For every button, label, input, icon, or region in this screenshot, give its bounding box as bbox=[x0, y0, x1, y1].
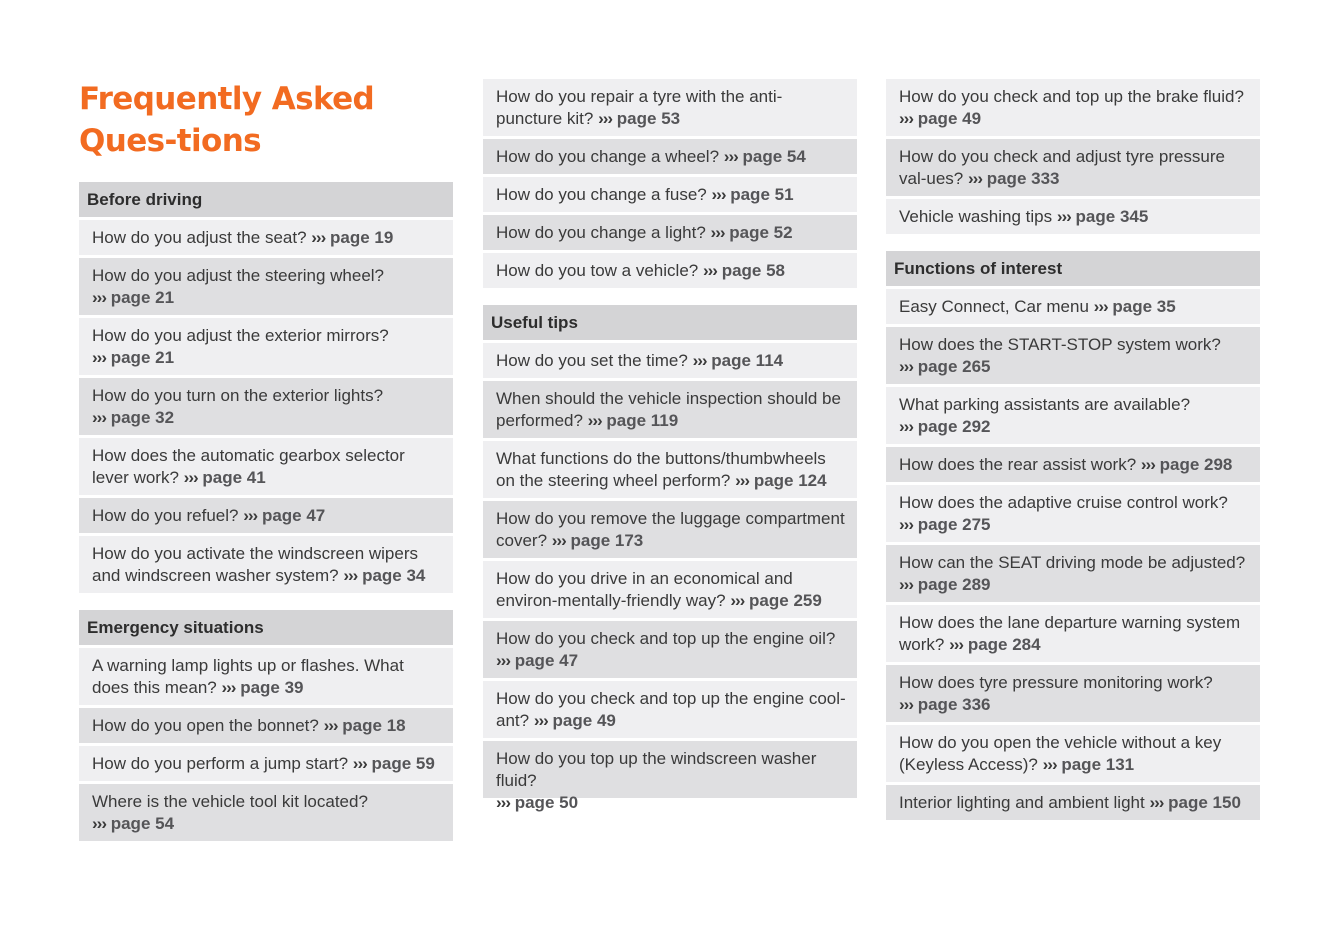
faq-question: How do you activate the windscreen wipers and windscreen washer system? bbox=[92, 544, 418, 585]
page-reference-link[interactable]: page 47 bbox=[261, 506, 326, 525]
faq-question: How do you repair a tyre with the anti-puncture kit? bbox=[496, 87, 783, 128]
faq-item[interactable] bbox=[483, 177, 857, 212]
faq-item[interactable] bbox=[79, 648, 453, 705]
page-reference-link[interactable]: page 131 bbox=[1061, 755, 1135, 774]
page-reference-link[interactable]: page 21 bbox=[110, 288, 175, 307]
arrow-icon: ››› bbox=[692, 351, 707, 370]
page-reference-link[interactable]: page 50 bbox=[514, 793, 579, 812]
faq-question: How does the START-STOP system work? bbox=[899, 335, 1221, 354]
page-reference-link[interactable]: page 39 bbox=[240, 678, 304, 697]
faq-question: How does the lane departure warning system work? bbox=[899, 613, 1241, 654]
page-reference-link[interactable]: page 54 bbox=[110, 814, 175, 833]
arrow-icon: ››› bbox=[221, 678, 236, 697]
faq-question: How do you check and top up the engine oil? bbox=[496, 629, 836, 648]
page-reference-link[interactable]: page 52 bbox=[729, 223, 793, 242]
page-reference-link[interactable]: page 41 bbox=[202, 468, 266, 487]
section-spacer bbox=[886, 237, 1260, 251]
faq-question: When should the vehicle inspection should be performed? bbox=[496, 389, 841, 430]
faq-question: How do you open the bonnet? bbox=[92, 716, 319, 735]
section-spacer bbox=[79, 596, 453, 610]
page-reference-link[interactable]: page 259 bbox=[749, 591, 822, 610]
page-reference-link[interactable]: page 47 bbox=[514, 651, 579, 670]
faq-item[interactable] bbox=[483, 441, 857, 498]
arrow-icon: ››› bbox=[968, 169, 982, 188]
page-reference-link[interactable]: page 54 bbox=[742, 147, 806, 166]
faq-item[interactable] bbox=[483, 681, 857, 738]
arrow-icon: ››› bbox=[496, 793, 510, 812]
page-reference-link[interactable]: page 51 bbox=[730, 185, 794, 204]
page-reference-link[interactable]: page 289 bbox=[917, 575, 991, 594]
faq-item[interactable] bbox=[79, 498, 453, 533]
page-reference-link[interactable]: page 284 bbox=[967, 635, 1041, 654]
faq-question: How do you check and top up the engine cool-ant? bbox=[496, 689, 846, 730]
faq-item[interactable] bbox=[886, 139, 1260, 196]
faq-item[interactable] bbox=[79, 318, 453, 375]
arrow-icon: ››› bbox=[92, 348, 106, 367]
faq-item[interactable] bbox=[483, 215, 857, 250]
faq-item[interactable] bbox=[483, 621, 857, 678]
faq-question: How do you check and top up the brake fluid? bbox=[899, 87, 1244, 106]
faq-question: How do you drive in an economical and environ-mentally-friendly way? bbox=[496, 569, 793, 610]
arrow-icon: ››› bbox=[598, 109, 613, 128]
faq-item[interactable] bbox=[483, 253, 857, 288]
page-reference-link[interactable]: page 345 bbox=[1075, 207, 1149, 226]
faq-item[interactable] bbox=[483, 381, 857, 438]
page-reference-link[interactable]: page 298 bbox=[1159, 455, 1233, 474]
faq-question: How do you change a wheel? bbox=[496, 147, 720, 166]
faq-item[interactable] bbox=[886, 725, 1260, 782]
section-header-before-driving: Before driving bbox=[79, 182, 453, 217]
faq-item[interactable] bbox=[886, 785, 1260, 820]
section-spacer bbox=[483, 291, 857, 305]
arrow-icon: ››› bbox=[1140, 455, 1155, 474]
faq-question: How do you tow a vehicle? bbox=[496, 261, 699, 280]
faq-item[interactable] bbox=[886, 665, 1260, 722]
faq-item[interactable] bbox=[79, 784, 453, 841]
faq-item[interactable] bbox=[79, 536, 453, 593]
arrow-icon: ››› bbox=[183, 468, 198, 487]
faq-question: How can the SEAT driving mode be adjusted? bbox=[899, 553, 1246, 572]
page-reference-link[interactable]: page 173 bbox=[570, 531, 644, 550]
faq-question: How does the automatic gearbox selector lever work? bbox=[92, 446, 405, 487]
faq-question: How do you adjust the steering wheel? bbox=[92, 266, 385, 285]
arrow-icon: ››› bbox=[702, 261, 717, 280]
faq-item[interactable] bbox=[886, 605, 1260, 662]
faq-question: How do you open the vehicle without a key (Keyless Access)? bbox=[899, 733, 1222, 774]
arrow-icon: ››› bbox=[1042, 755, 1057, 774]
faq-item[interactable] bbox=[483, 139, 857, 174]
arrow-icon: ››› bbox=[587, 411, 602, 430]
arrow-icon: ››› bbox=[899, 109, 913, 128]
faq-item[interactable] bbox=[886, 79, 1260, 136]
page-reference-link[interactable]: page 58 bbox=[721, 261, 785, 280]
arrow-icon: ››› bbox=[710, 223, 725, 242]
arrow-icon: ››› bbox=[711, 185, 726, 204]
faq-question: How do you adjust the exterior mirrors? bbox=[92, 326, 389, 345]
faq-item[interactable] bbox=[483, 343, 857, 378]
page-title: Frequently Asked Ques-tions bbox=[79, 81, 375, 159]
faq-item[interactable] bbox=[886, 545, 1260, 602]
faq-question: How do you turn on the exterior lights? bbox=[92, 386, 384, 405]
page-reference-link[interactable]: page 34 bbox=[362, 566, 426, 585]
page-reference-link[interactable]: page 150 bbox=[1168, 793, 1241, 812]
faq-question: Easy Connect, Car menu bbox=[899, 297, 1089, 316]
page-reference-link[interactable]: page 265 bbox=[917, 357, 991, 376]
arrow-icon: ››› bbox=[533, 711, 548, 730]
page-reference-link[interactable]: page 333 bbox=[986, 169, 1060, 188]
faq-question: How do you change a light? bbox=[496, 223, 706, 242]
page-reference-link[interactable]: page 336 bbox=[917, 695, 991, 714]
arrow-icon: ››› bbox=[723, 147, 738, 166]
faq-question: How do you set the time? bbox=[496, 351, 688, 370]
faq-item[interactable] bbox=[483, 741, 857, 812]
faq-question: What parking assistants are available? bbox=[899, 395, 1191, 414]
faq-item[interactable] bbox=[79, 708, 453, 743]
faq-question: How do you adjust the seat? bbox=[92, 228, 307, 247]
faq-item[interactable] bbox=[483, 501, 857, 558]
page-reference-link[interactable]: page 292 bbox=[917, 417, 991, 436]
page-reference-link[interactable]: page 119 bbox=[606, 411, 679, 430]
faq-item[interactable] bbox=[79, 438, 453, 495]
page-reference-link[interactable]: page 32 bbox=[110, 408, 175, 427]
page-reference-link[interactable]: page 59 bbox=[371, 754, 435, 773]
page-reference-link[interactable]: page 275 bbox=[917, 515, 991, 534]
page-reference-link[interactable]: page 18 bbox=[342, 716, 406, 735]
arrow-icon: ››› bbox=[323, 716, 338, 735]
faq-column-3 bbox=[886, 79, 1260, 823]
faq-question: Where is the vehicle tool kit located? bbox=[92, 792, 368, 811]
faq-question: How do you check and adjust tyre pressure val-ues? bbox=[899, 147, 1226, 188]
faq-question: How do you change a fuse? bbox=[496, 185, 707, 204]
page-reference-link[interactable]: page 35 bbox=[1112, 297, 1176, 316]
page-reference-link[interactable]: page 124 bbox=[753, 471, 827, 490]
faq-question: How do you remove the luggage compartment cover? bbox=[496, 509, 845, 550]
arrow-icon: ››› bbox=[899, 515, 913, 534]
faq-item[interactable] bbox=[79, 746, 453, 781]
arrow-icon: ››› bbox=[949, 635, 964, 654]
faq-question: Vehicle washing tips bbox=[899, 207, 1053, 226]
arrow-icon: ››› bbox=[243, 506, 258, 525]
faq-question: How do you refuel? bbox=[92, 506, 239, 525]
section-header-functions: Functions of interest bbox=[886, 251, 1260, 286]
faq-question: How does the rear assist work? bbox=[899, 455, 1137, 474]
page-reference-link[interactable]: page 53 bbox=[616, 109, 681, 128]
section-header-emergency: Emergency situations bbox=[79, 610, 453, 645]
page-reference-link[interactable]: page 114 bbox=[711, 351, 784, 370]
faq-column-2 bbox=[483, 79, 857, 812]
arrow-icon: ››› bbox=[311, 228, 326, 247]
arrow-icon: ››› bbox=[1149, 793, 1164, 812]
faq-question: How do you top up the windscreen washer fluid? bbox=[496, 749, 817, 790]
page-reference-link[interactable]: page 19 bbox=[329, 228, 394, 247]
faq-question: How does the adaptive cruise control work? bbox=[899, 493, 1228, 512]
arrow-icon: ››› bbox=[343, 566, 358, 585]
faq-item[interactable] bbox=[886, 387, 1260, 444]
page-reference-link[interactable]: page 49 bbox=[552, 711, 616, 730]
faq-item[interactable] bbox=[886, 447, 1260, 482]
arrow-icon: ››› bbox=[352, 754, 367, 773]
section-header-useful-tips: Useful tips bbox=[483, 305, 857, 340]
faq-item[interactable] bbox=[886, 327, 1260, 384]
faq-item[interactable] bbox=[886, 199, 1260, 234]
arrow-icon: ››› bbox=[551, 531, 566, 550]
faq-item[interactable] bbox=[483, 79, 857, 136]
faq-question: What functions do the buttons/thumbwheels on the steering wheel perform? bbox=[496, 449, 826, 490]
faq-item[interactable] bbox=[483, 561, 857, 618]
faq-question: How do you perform a jump start? bbox=[92, 754, 349, 773]
page-reference-link[interactable]: page 49 bbox=[917, 109, 982, 128]
arrow-icon: ››› bbox=[1093, 297, 1108, 316]
faq-question: How does tyre pressure monitoring work? bbox=[899, 673, 1213, 692]
faq-item[interactable] bbox=[886, 289, 1260, 324]
faq-column-1 bbox=[79, 182, 453, 844]
faq-item[interactable] bbox=[79, 258, 453, 315]
arrow-icon: ››› bbox=[735, 471, 750, 490]
arrow-icon: ››› bbox=[92, 288, 106, 307]
faq-question: A warning lamp lights up or flashes. What does this mean? bbox=[92, 656, 404, 697]
faq-item[interactable] bbox=[79, 378, 453, 435]
arrow-icon: ››› bbox=[899, 695, 913, 714]
arrow-icon: ››› bbox=[496, 651, 510, 670]
arrow-icon: ››› bbox=[92, 408, 106, 427]
page-reference-link[interactable]: page 21 bbox=[110, 348, 175, 367]
faq-question: Interior lighting and ambient light bbox=[899, 793, 1145, 812]
arrow-icon: ››› bbox=[92, 814, 106, 833]
faq-item[interactable] bbox=[886, 485, 1260, 542]
arrow-icon: ››› bbox=[899, 417, 913, 436]
faq-item[interactable] bbox=[79, 220, 453, 255]
arrow-icon: ››› bbox=[899, 357, 913, 376]
arrow-icon: ››› bbox=[730, 591, 745, 610]
arrow-icon: ››› bbox=[899, 575, 913, 594]
arrow-icon: ››› bbox=[1056, 207, 1071, 226]
